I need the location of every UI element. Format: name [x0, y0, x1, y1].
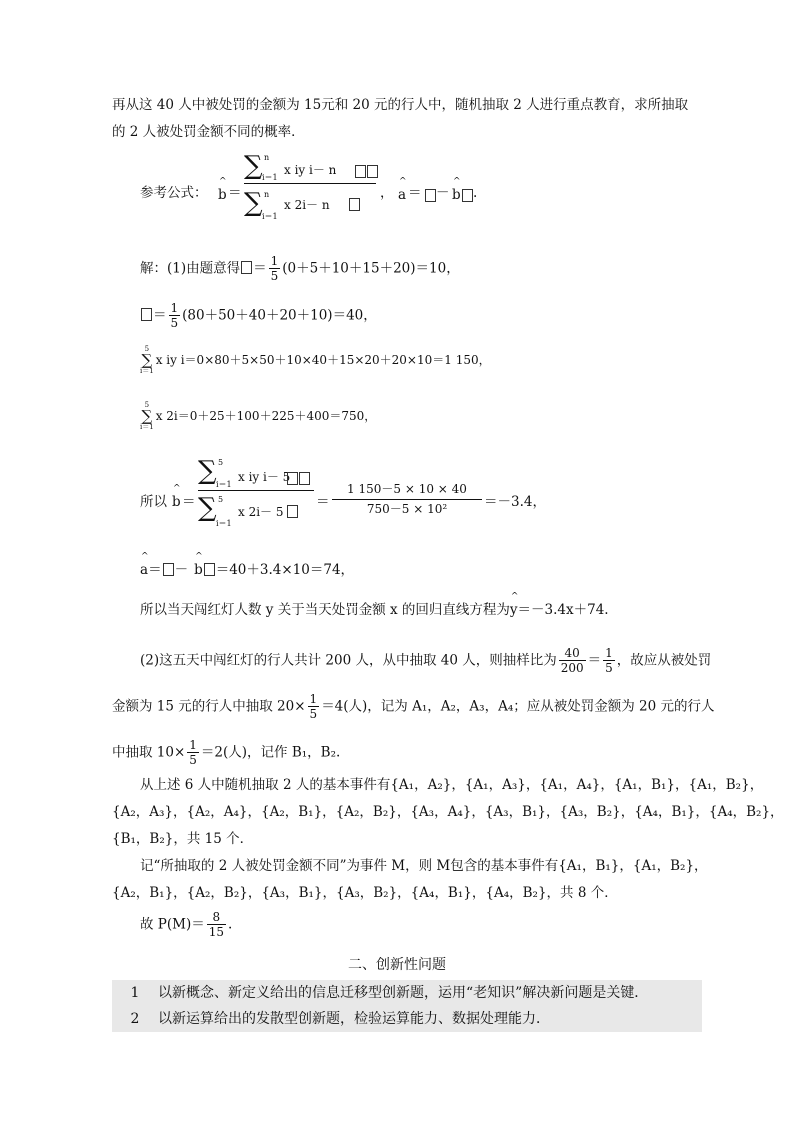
y-bar-icon	[299, 472, 310, 485]
denominator: x 2i－ n	[284, 198, 330, 212]
b-fraction-numeric: ∑ 5 i＝1 x iy i－ 5 ∑ 5 i＝1 x 2i－ 5	[198, 452, 314, 531]
numeric-fraction: 1 150－5 × 10 × 40 750－5 × 10²	[332, 482, 482, 516]
intro-line-2: 的 2 人被处罚金额不同的概率．	[112, 124, 305, 140]
part2-line-5: {A₂，A₃}，{A₂，A₄}，{A₂，B₁}，{A₂，B₂}，{A₃，A₄}，{A₃，B₁}，{A₃，B₂}，{A₄，B₁}，{A₄，B₂}，	[112, 804, 784, 820]
b-hat: ^ b	[218, 187, 227, 203]
y-bar-icon	[425, 189, 436, 202]
part2-line-7: 记“所抽取的 2 人被处罚金额不同”为事件 M，则 M包含的基本事件有{A₁，B₁}，{A₁，B₂}，	[140, 858, 708, 874]
solution-line-3: 5 ∑ i＝1 x iy i＝0×80＋5×50＋10×40＋15×20＋20×10＝1 150，	[140, 345, 491, 375]
formula-label: 参考公式：	[140, 185, 208, 201]
part2-line-4: 从上述 6 人中随机抽取 2 人的基本事件有{A₁，A₂}，{A₁，A₃}，{A₁，A₄}，{A₁，B₁}，{A₁，B₂}，	[140, 777, 764, 793]
solution-line-4: 5 ∑ i＝1 x 2i＝0＋25＋100＋225＋400＝750，	[140, 401, 377, 431]
solution-line-1: 解：(1)由题意得 ＝ $\frac{1}{5}$ (0＋5＋10＋15＋20)＝10，	[140, 254, 460, 284]
b-fraction: ∑ n i＝1 x iy i－ n ∑ n i＝1 x 2i－ n	[244, 147, 376, 224]
x-bar-icon	[204, 563, 215, 576]
y-bar-icon	[367, 165, 378, 178]
x-bar-icon	[462, 189, 473, 202]
y-bar-icon	[141, 308, 152, 321]
x-bar-icon	[241, 261, 252, 274]
part2-line-1: (2)这五天中闯红灯的行人共计 200 人，从中抽取 40 人，则抽样比为 $\frac{40}{200}$ ＝ $\frac{1}{5}$ ，故应从被处罚	[140, 646, 712, 676]
x-bar-icon	[287, 505, 298, 518]
part2-line-2: 金额为 15 元的行人中抽取 20× $\frac{1}{5}$ ＝4(人)，记为 A₁，A₂，A₃，A₄；应从被处罚金额为 20 元的行人	[112, 692, 715, 722]
a-hat: ^ a	[398, 187, 406, 203]
equals-sign: ＝	[228, 185, 242, 201]
intro-line-1: 再从这 40 人中被处罚的金额为 15元和 20 元的行人中，随机抽取 2 人进行重点教育，求所抽取	[112, 97, 689, 113]
solution-line-2: ＝ $\frac{1}{5}$ (80＋50＋40＋20＋10)＝40，	[140, 301, 377, 331]
y-bar-icon	[163, 563, 174, 576]
part2-line-8: {A₂，B₁}，{A₂，B₂}，{A₃，B₁}，{A₃，B₂}，{A₄，B₁}，{A₄，B₂}，共 8 个．	[112, 885, 618, 901]
part2-line-3: 中抽取 10× $\frac{1}{5}$ ＝2(人)，记作 B₁，B₂.	[112, 738, 341, 768]
solution-line-5: 所以 ^ b ＝ ∑ 5 i＝1 x iy i－ 5 ∑ 5 i＝1 x 2i－ 5 ＝ 1 150－5 × 10 × 40 750－5 × 10² ＝－3.4，	[140, 452, 560, 542]
note-row-1: 1 以新概念、新定义给出的信息迁移型创新题，运用“老知识”解决新问题是关键．	[112, 980, 702, 1006]
part2-line-9: 故 P(M)＝ $\frac{8}{15}$ .	[140, 910, 233, 940]
note-row-2: 2 以新运算给出的发散型创新题，检验运算能力、数据处理能力．	[112, 1006, 702, 1032]
x-bar-icon	[287, 472, 298, 485]
x-bar-icon	[349, 198, 360, 211]
x-bar-icon	[355, 165, 366, 178]
part2-line-6: {B₁，B₂}，共 15 个．	[112, 831, 254, 847]
numerator: x iy i－ n	[284, 163, 337, 177]
section-title: 二、创新性问题	[348, 957, 446, 973]
solution-line-6: ^ a＝ －^ b ＝40＋3.4×10＝74，	[140, 562, 354, 578]
solution-line-7: 所以当天闯红灯人数 y 关于当天处罚金额 x 的回归直线方程为^ y＝－3.4x＋74.	[140, 602, 609, 618]
